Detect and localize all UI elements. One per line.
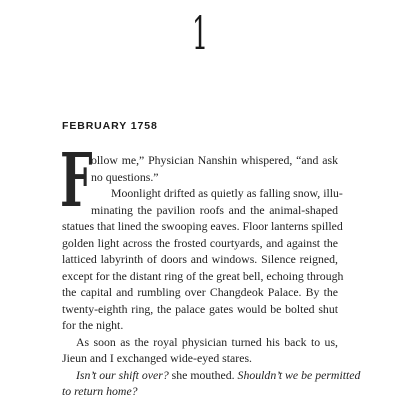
text-line: golden light across the frosted courtyards, and against the [62,235,338,250]
italic-span: Isn’t our shift over? [76,367,169,382]
text-line: no questions.” [91,169,159,184]
italic-span: Shouldn’t we be permitted [237,367,361,382]
plain-span: she mouthed. [168,367,238,382]
text-line: to return home? [62,384,138,398]
text-line: ollow me,” Physician Nanshin whispered, “and ask [91,153,338,167]
text-line: twenty-eighth ring, the palace gates would be bolted shut [62,301,338,316]
chapter-number: 1 [191,6,209,60]
text-line: the capital and rumbling over Changdeok Palace. By the [62,285,338,299]
text-line: statues that lined the swooping eaves. Floor lanterns spilled [62,219,343,233]
text-line: Moonlight drifted as quietly as falling snow, illu- [111,186,343,200]
text-line: As soon as the royal physician turned his back to us, [76,334,338,349]
text-line: Jieun and I exchanged wide-eyed stares. [62,351,252,365]
chapter-date: FEBRUARY 1758 [62,120,158,132]
drop-cap: F [60,138,93,224]
text-line [76,367,361,384]
text-line: for the night. [62,318,124,332]
text-line: minating the pavilion roofs and the animal-shaped [91,202,338,217]
text-line: except for the distant ring of the great bell, echoing through [62,268,344,283]
text-line: latticed labyrinth of doors and windows. Silence reigned, [62,252,338,266]
